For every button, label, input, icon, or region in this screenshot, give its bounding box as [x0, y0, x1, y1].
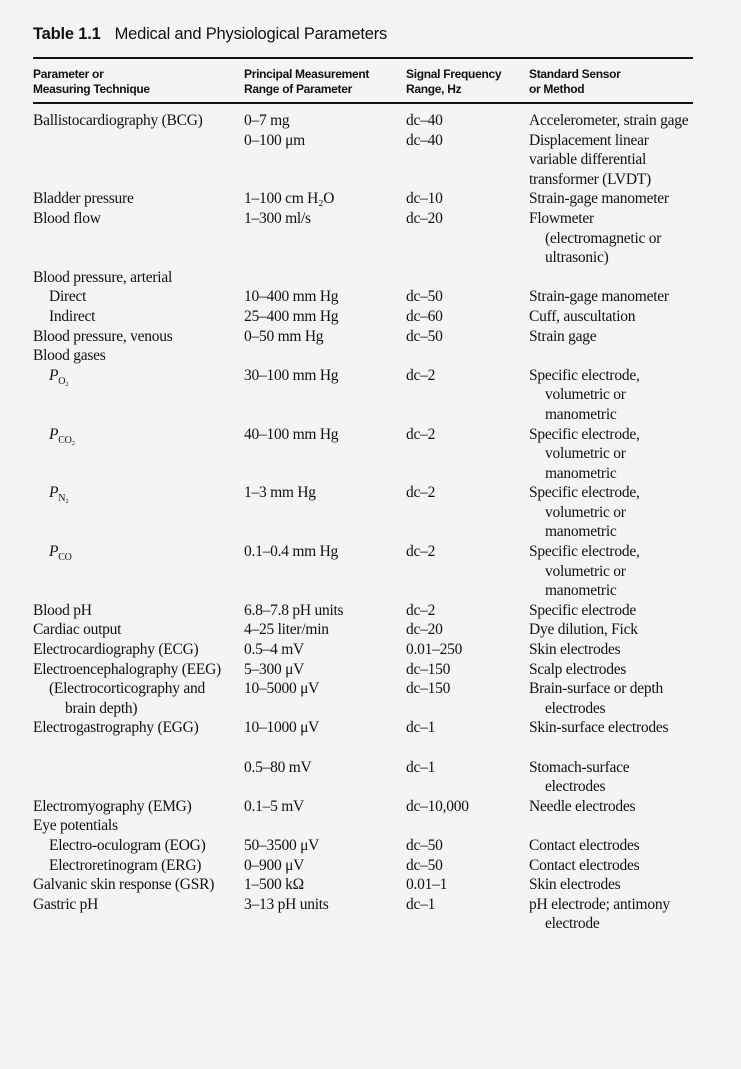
- cell-parameter: $P_{CO}$: [49, 543, 72, 564]
- cell-sensor: [529, 816, 693, 836]
- cell-range: [244, 346, 406, 366]
- cell-sensor: pH electrode; antimony electrode: [529, 895, 670, 933]
- table-row: [33, 660, 693, 680]
- table-row: [33, 483, 693, 542]
- cell-range: [244, 268, 406, 288]
- cell-frequency: dc–50: [406, 856, 443, 874]
- cell-parameter: Blood gases: [33, 347, 106, 365]
- cell-parameter: Electromyography (EMG): [33, 797, 192, 815]
- table-row: [33, 209, 693, 268]
- cell-frequency: dc–150: [406, 660, 451, 678]
- document-page: [33, 22, 693, 934]
- table-row: [33, 366, 693, 425]
- cell-range: 1–100 cm H₂O: [244, 190, 335, 208]
- cell-frequency: 0.01–250: [406, 641, 463, 659]
- cell-frequency: [406, 268, 529, 288]
- cell-range: 10–400 mm Hg: [244, 288, 339, 306]
- cell-sensor: Specific electrode, volumetric or manometric: [529, 425, 640, 482]
- table-row: [33, 131, 693, 190]
- cell-sensor: Displacement linear variable differential transformer (LVDT): [529, 131, 651, 188]
- cell-sensor: Accelerometer, strain gage: [529, 112, 689, 129]
- cell-parameter: Electro-oculogram (EOG): [49, 836, 206, 854]
- cell-parameter: [33, 738, 244, 797]
- cell-frequency: dc–2: [406, 366, 436, 384]
- table-row: [33, 895, 693, 934]
- table-number: Table 1.1: [33, 25, 101, 43]
- table-row: [33, 875, 693, 895]
- cell-range: 0.1–5 mV: [244, 797, 304, 815]
- table-row: [33, 307, 693, 327]
- cell-sensor: Skin-surface electrodes: [529, 719, 669, 737]
- cell-frequency: 0.01–1: [406, 876, 448, 894]
- cell-range: 0.5–80 mV: [244, 758, 312, 776]
- cell-frequency: [406, 346, 529, 366]
- cell-sensor: Contact electrodes: [529, 856, 640, 874]
- cell-parameter: Indirect: [49, 307, 96, 325]
- cell-range: 0–900 μV: [244, 856, 305, 874]
- cell-sensor: Cuff, auscultation: [529, 307, 636, 325]
- cell-frequency: dc–2: [406, 543, 436, 561]
- cell-parameter: Electroencephalography (EEG): [33, 660, 221, 678]
- cell-parameter: [33, 131, 244, 190]
- cell-sensor: Brain-surface or depth electrodes: [529, 680, 663, 717]
- cell-parameter: $P_{O_2}$: [49, 366, 69, 387]
- table-row: [33, 104, 693, 131]
- table-row: [33, 346, 693, 366]
- cell-frequency: dc–20: [406, 621, 443, 639]
- cell-range: 50–3500 μV: [244, 836, 320, 854]
- cell-range: 3–13 pH units: [244, 895, 329, 913]
- cell-parameter: Galvanic skin response (GSR): [33, 876, 215, 894]
- cell-sensor: Specific electrode: [529, 601, 636, 619]
- cell-parameter: Eye potentials: [33, 817, 118, 835]
- cell-sensor: Skin electrodes: [529, 641, 621, 659]
- cell-frequency: dc–2: [406, 425, 436, 443]
- cell-frequency: dc–50: [406, 836, 443, 854]
- table-header: [33, 59, 693, 104]
- cell-parameter: Blood flow: [33, 209, 101, 227]
- cell-range: 10–5000 μV: [244, 680, 320, 698]
- table-row: [33, 816, 693, 836]
- table-row: [33, 425, 693, 484]
- cell-sensor: Flowmeter (electromagnetic or ultrasonic): [529, 209, 662, 267]
- cell-frequency: dc–40: [406, 131, 443, 149]
- cell-sensor: Needle electrodes: [529, 797, 636, 815]
- table-row: [33, 327, 693, 347]
- cell-parameter: Blood pressure, arterial: [33, 268, 173, 286]
- cell-range: 10–1000 μV: [244, 719, 320, 737]
- cell-sensor: Specific electrode, volumetric or manometric: [529, 543, 640, 600]
- cell-range: [244, 816, 406, 836]
- cell-range: 0.1–0.4 mm Hg: [244, 543, 339, 561]
- cell-range: 30–100 mm Hg: [244, 366, 339, 384]
- cell-sensor: Stomach-surface electrodes: [529, 758, 630, 796]
- cell-range: 0.5–4 mV: [244, 641, 304, 659]
- cell-parameter: Cardiac output: [33, 621, 122, 639]
- cell-frequency: dc–1: [406, 895, 436, 913]
- cell-range: 0–50 mm Hg: [244, 327, 324, 345]
- table-row: [33, 601, 693, 621]
- cell-frequency: dc–10: [406, 190, 443, 208]
- table-row: [33, 268, 693, 288]
- cell-sensor: Strain gage: [529, 327, 597, 345]
- cell-parameter: Electroretinogram (ERG): [49, 856, 202, 874]
- cell-range: 1–500 kΩ: [244, 876, 304, 894]
- cell-frequency: [406, 816, 529, 836]
- cell-range: 1–3 mm Hg: [244, 484, 316, 502]
- cell-sensor: Specific electrode, volumetric or manometric: [529, 484, 640, 541]
- table-row: [33, 189, 693, 209]
- cell-sensor: Specific electrode, volumetric or manometric: [529, 366, 640, 423]
- cell-frequency: dc–10,000: [406, 797, 469, 815]
- cell-range: 1–300 ml/s: [244, 209, 311, 227]
- cell-range: 4–25 liter/min: [244, 621, 329, 639]
- cell-range: 25–400 mm Hg: [244, 307, 339, 325]
- cell-parameter: (Electrocorticography and brain depth): [49, 680, 205, 717]
- cell-frequency: dc–2: [406, 601, 436, 619]
- table-row: [33, 640, 693, 660]
- cell-sensor: Dye dilution, Fick: [529, 621, 638, 639]
- cell-sensor: Contact electrodes: [529, 836, 640, 854]
- cell-frequency: dc–2: [406, 484, 436, 502]
- table-row: [33, 679, 693, 718]
- cell-sensor: Strain-gage manometer: [529, 190, 669, 208]
- cell-range: 5–300 μV: [244, 660, 305, 678]
- table-row: [33, 287, 693, 307]
- table-row: [33, 856, 693, 876]
- header-frequency: Signal Frequency Range, Hz: [406, 67, 502, 96]
- cell-frequency: dc–1: [406, 758, 436, 776]
- table-row: [33, 718, 693, 738]
- cell-frequency: dc–40: [406, 112, 443, 129]
- cell-range: 40–100 mm Hg: [244, 425, 339, 443]
- table-row: [33, 836, 693, 856]
- cell-sensor: [529, 268, 693, 288]
- cell-frequency: dc–50: [406, 288, 443, 306]
- header-range: Principal Measurement Range of Parameter: [244, 67, 370, 96]
- table-row: [33, 542, 693, 601]
- header-sensor: Standard Sensor or Method: [529, 67, 621, 96]
- cell-parameter: Blood pressure, venous: [33, 327, 173, 345]
- parameters-table: [33, 59, 693, 934]
- cell-sensor: Scalp electrodes: [529, 660, 627, 678]
- table-row: [33, 620, 693, 640]
- cell-frequency: dc–20: [406, 209, 443, 227]
- cell-parameter: Ballistocardiography (BCG): [33, 112, 203, 129]
- table-caption: [33, 22, 693, 46]
- cell-sensor: Skin electrodes: [529, 876, 621, 894]
- cell-frequency: dc–60: [406, 307, 443, 325]
- table-row: [33, 797, 693, 817]
- cell-sensor: Strain-gage manometer: [529, 288, 669, 306]
- header-parameter: Parameter or Measuring Technique: [33, 67, 150, 96]
- cell-parameter: $P_{CO_2}$: [49, 425, 75, 446]
- cell-parameter: Blood pH: [33, 601, 92, 619]
- cell-parameter: Gastric pH: [33, 895, 99, 913]
- cell-range: 0–100 μm: [244, 131, 305, 149]
- cell-range: 0–7 mg: [244, 112, 290, 129]
- cell-sensor: [529, 346, 693, 366]
- cell-parameter: Electrogastrography (EGG): [33, 719, 199, 737]
- cell-parameter: Direct: [49, 288, 87, 306]
- table-title: Medical and Physiological Parameters: [114, 25, 388, 43]
- cell-parameter: $P_{N_2}$: [49, 484, 69, 505]
- table-row: [33, 738, 693, 797]
- cell-frequency: dc–1: [406, 719, 436, 737]
- cell-frequency: dc–150: [406, 680, 451, 698]
- cell-parameter: Electrocardiography (ECG): [33, 641, 199, 659]
- cell-frequency: dc–50: [406, 327, 443, 345]
- cell-range: 6.8–7.8 pH units: [244, 601, 344, 619]
- cell-parameter: Bladder pressure: [33, 190, 134, 208]
